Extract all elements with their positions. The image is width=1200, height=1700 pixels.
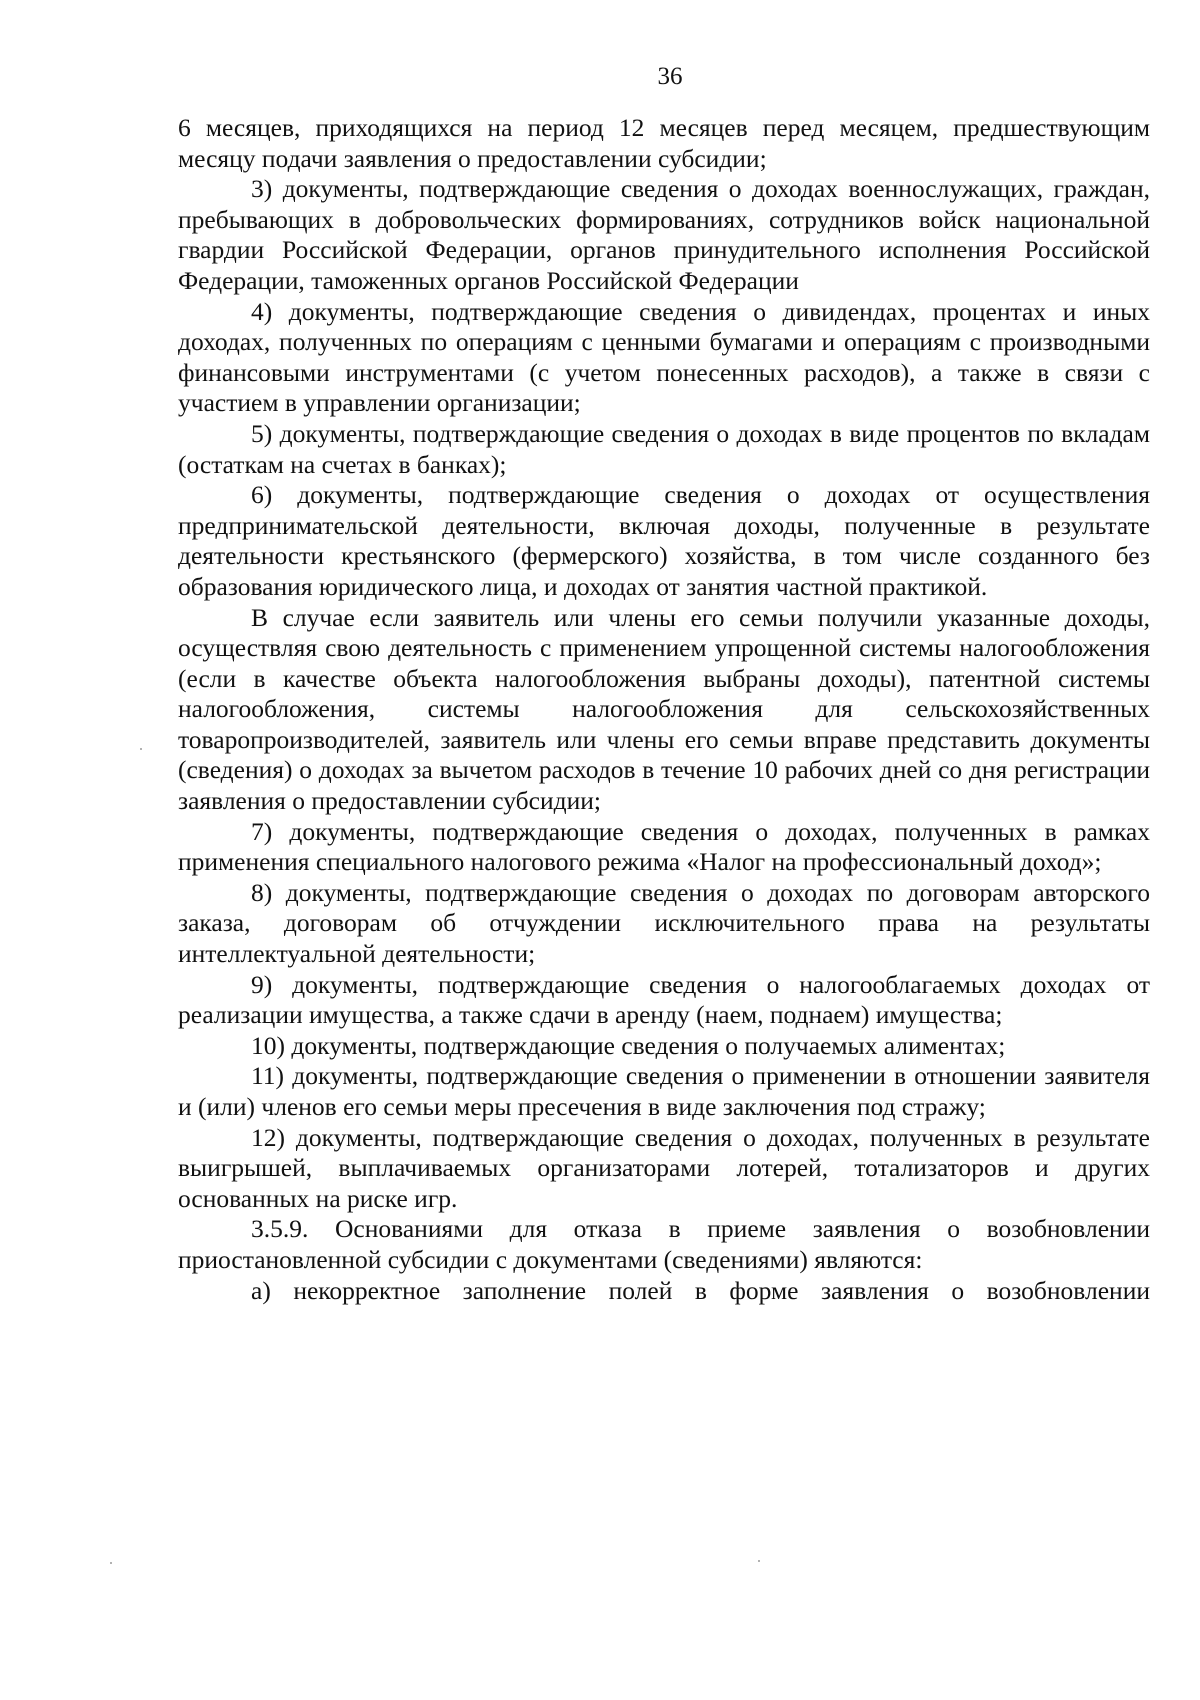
paragraph-item-6: 6) документы, подтверждающие сведения о доходах от осуществления предпринимательской деятельности, включая доходы, полученные в результате деятельности крестьянского (фермерского) хозяйства, в том числе созданного без образования юридического лица, и доходах от занятия частной практикой. xyxy=(178,480,1150,601)
document-body xyxy=(178,113,1150,1306)
paragraph-note: В случае если заявитель или члены его семьи получили указанные доходы, осуществляя свою деятельность с применением упрощенной системы налогообложения (если в качестве объекта налогообложения выбраны доходы), патентной системы налогообложения, системы налогообложения для сельскохозяйственных товаропроизводителей, заявитель или члены его семьи вправе представить документы (сведения) о доходах за вычетом расходов в течение 10 рабочих дней со дня регистрации заявления о предоставлении субсидии; xyxy=(178,602,1150,816)
scan-speck xyxy=(758,1560,760,1562)
paragraph-continuation: 6 месяцев, приходящихся на период 12 месяцев перед месяцем, предшествующим месяцу подачи заявления о предоставлении субсидии; xyxy=(178,113,1150,173)
paragraph-item-11: 11) документы, подтверждающие сведения о применении в отношении заявителя и (или) членов его семьи меры пресечения в виде заключения под стражу; xyxy=(178,1061,1150,1121)
paragraph-item-9: 9) документы, подтверждающие сведения о налогооблагаемых доходах от реализации имущества, а также сдачи в аренду (наем, поднаем) имущества; xyxy=(178,969,1150,1030)
paragraph-item-8: 8) документы, подтверждающие сведения о доходах по договорам авторского заказа, договорам об отчуждении исключительного права на результаты интеллектуальной деятельности; xyxy=(178,877,1150,969)
scan-speck xyxy=(140,748,142,750)
paragraph-item-12: 12) документы, подтверждающие сведения о доходах, полученных в результате выигрышей, выплачиваемых организаторами лотерей, тотализаторов и других основанных на риске игр. xyxy=(178,1122,1150,1213)
paragraph-item-4: 4) документы, подтверждающие сведения о дивидендах, процентах и иных доходах, полученных по операциям с ценными бумагами и операциям с производными финансовыми инструментами (с учетом понесенных расходов), а также в связи с участием в управлении организации; xyxy=(178,296,1150,418)
scan-speck xyxy=(110,1562,112,1564)
paragraph-item-3: 3) документы, подтверждающие сведения о доходах военнослужащих, граждан, пребывающих в добровольческих формированиях, сотрудников войск национальной гвардии Российской Федерации, органов принудительного исполнения Российской Федерации, таможенных органов Российской Федерации xyxy=(178,174,1150,295)
paragraph-item-5: 5) документы, подтверждающие сведения о доходах в виде процентов по вкладам (остаткам на счетах в банках); xyxy=(178,418,1150,479)
paragraph-item-10: 10) документы, подтверждающие сведения о получаемых алиментах; xyxy=(251,1030,1006,1060)
paragraph-item-7: 7) документы, подтверждающие сведения о доходах, полученных в рамках применения специального налогового режима «Налог на профессиональный доход»; xyxy=(178,816,1150,877)
page-number: 36 xyxy=(657,63,683,90)
paragraph-section-3-5-9: 3.5.9. Основаниями для отказа в приеме заявления о возобновлении приостановленной субсидии с документами (сведениями) являются: xyxy=(178,1214,1150,1274)
paragraph-item-a: а) некорректное заполнение полей в форме заявления о возобновлении xyxy=(251,1275,1150,1305)
